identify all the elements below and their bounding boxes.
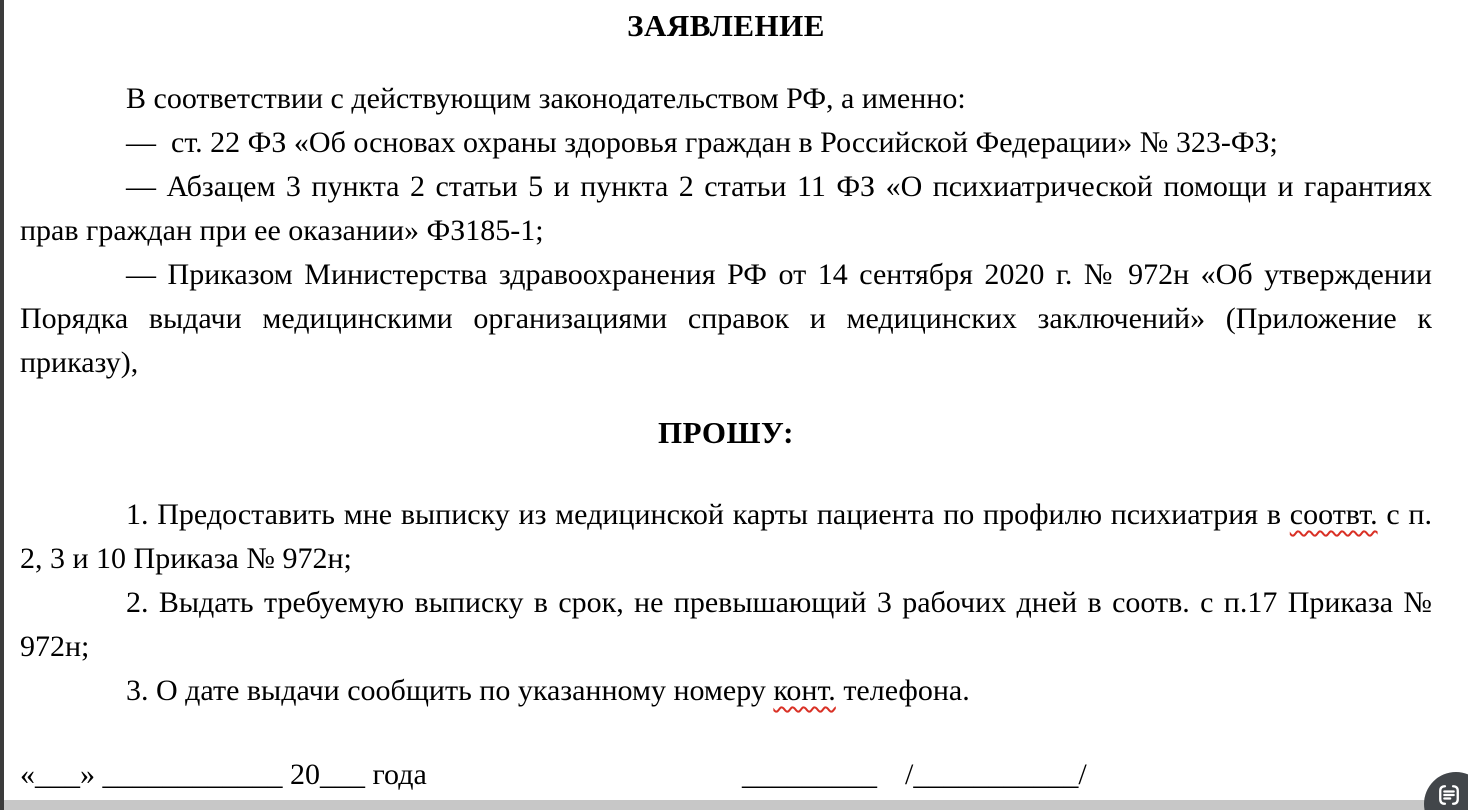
page-title: ЗАЯВЛЕНИЕ: [627, 8, 825, 43]
legal-item-2: — Абзацем 3 пункта 2 статьи 5 и пункта 2 статьи 11 ФЗ «О психиатрической помощи и гарантиях прав граждан при ее оказании» ФЗ185-1;: [20, 170, 1432, 247]
request-item-1: [20, 493, 1432, 581]
request-item-1-text: 1. Предоставить мне выписку из медицинской карты пациента по профилю психиатрия в: [126, 498, 1290, 531]
legal-item-1: — ст. 22 ФЗ «Об основах охраны здоровья граждан в Российской Федерации» № 323-ФЗ;: [126, 126, 1278, 159]
page-left-edge-bar: [0, 0, 4, 810]
legal-basis-section: [20, 77, 1432, 385]
legal-item-3: — Приказом Министерства здравоохранения РФ от 14 сентября 2020 г. № 972н «Об утверждении Порядка выдачи медицинскими организациями справок и медицинских заключений» (Приложение к приказу),: [20, 258, 1432, 379]
request-item-3-tail: телефона.: [835, 674, 970, 707]
name-blank-line: /___________/: [905, 758, 1087, 791]
intro-paragraph: В соответствии с действующим законодательством РФ, а именно:: [126, 82, 966, 115]
date-blank-line: «___» ____________ 20___ года: [20, 758, 427, 791]
request-heading: ПРОШУ:: [658, 415, 794, 450]
request-item-1-tail: с п. 2, 3 и 10 Приказа № 972н;: [20, 498, 1432, 575]
request-item-3-text: 3. О дате выдачи сообщить по указанному номеру: [126, 674, 774, 707]
misspelled-word: соотвт.: [1289, 498, 1378, 531]
signature-blank-line: _________: [742, 758, 877, 791]
request-item-3: [20, 669, 1432, 713]
requests-section: [20, 493, 1432, 713]
document-body: [20, 0, 1432, 797]
bottom-edge-bar: [0, 800, 1468, 810]
signature-block: [742, 753, 1087, 797]
request-item-2: 2. Выдать требуемую выписку в срок, не превышающий 3 рабочих дней в соотв. с п.17 Приказа № 972н;: [20, 586, 1432, 663]
signature-row: [20, 753, 1432, 797]
misspelled-word: конт.: [773, 674, 836, 707]
